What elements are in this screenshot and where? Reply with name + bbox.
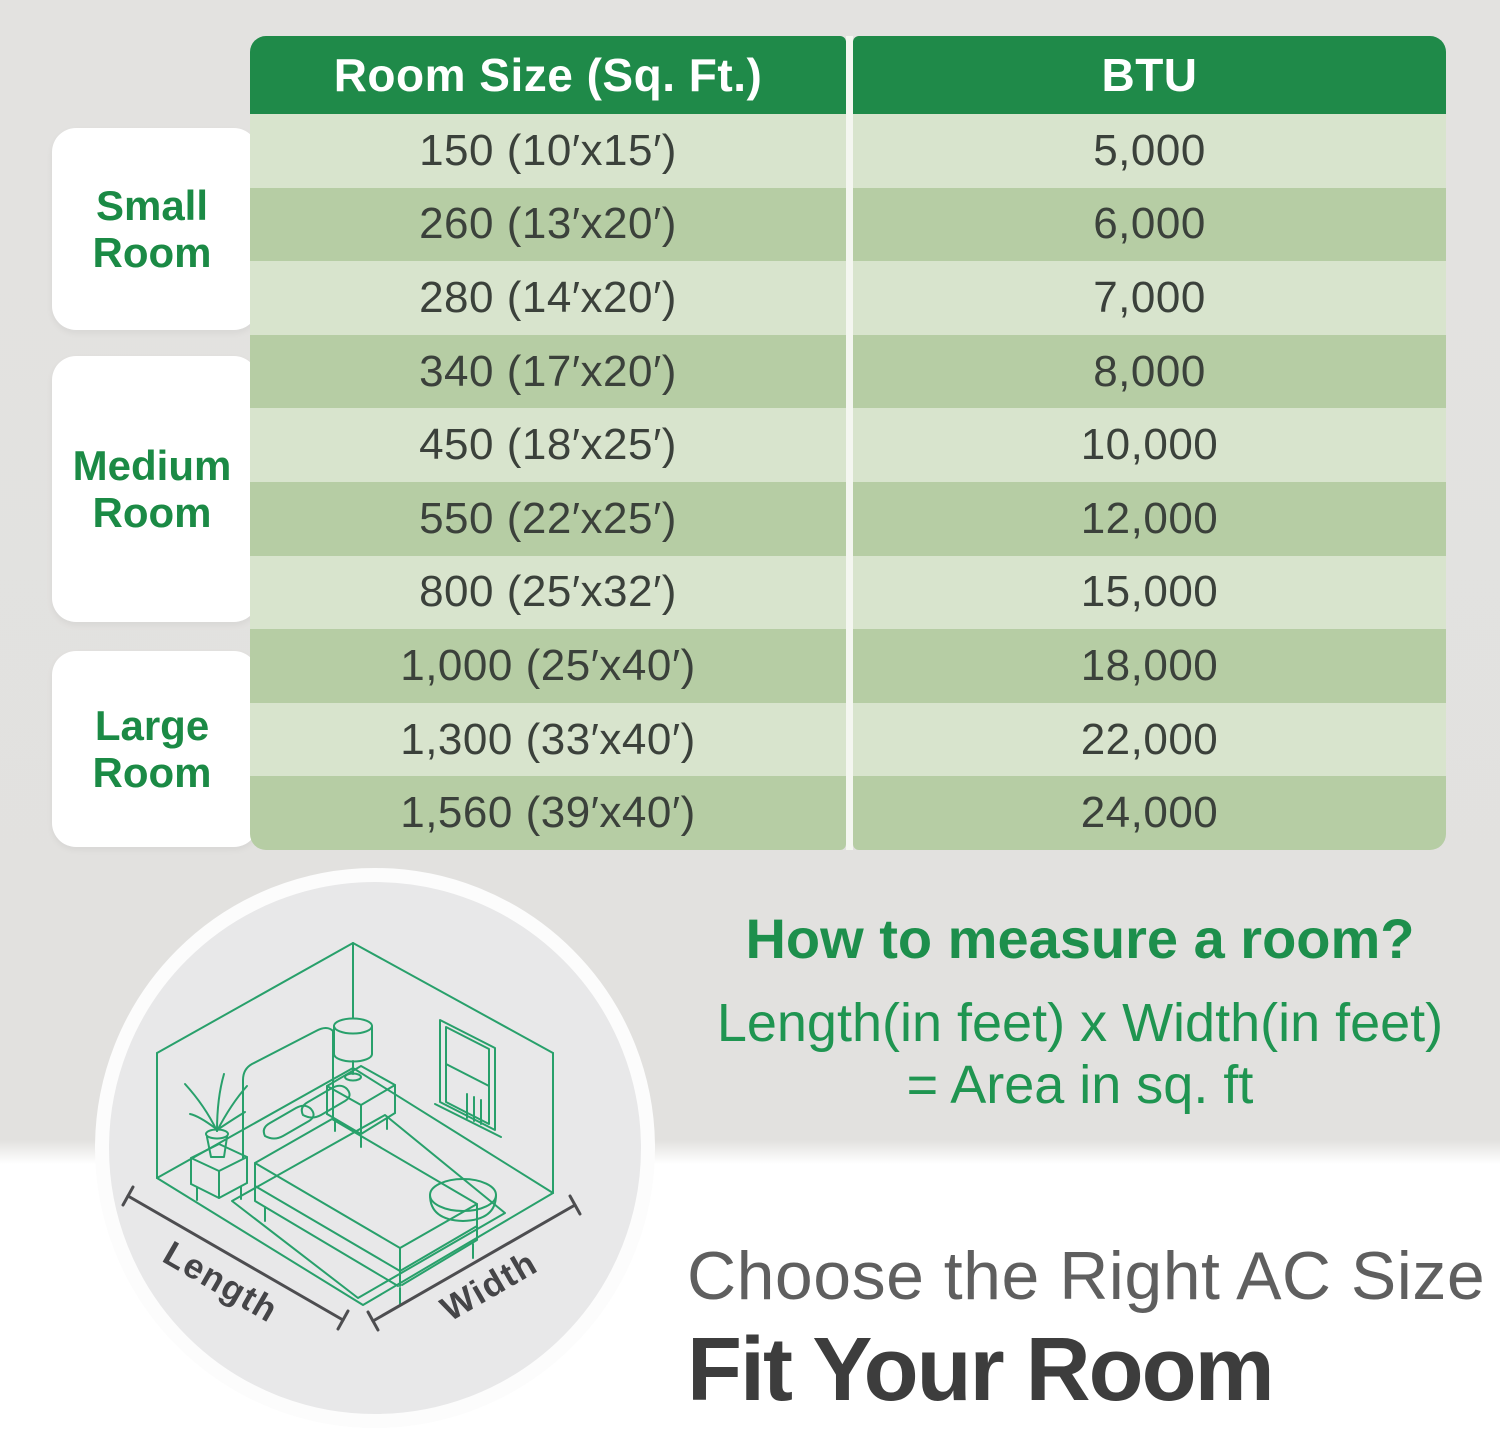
label-line1: Small bbox=[95, 181, 209, 229]
room-size-cell: 260 (13′x20′) bbox=[250, 188, 846, 262]
ceiling-edges bbox=[157, 943, 553, 1053]
pillow bbox=[302, 1086, 350, 1118]
bed bbox=[243, 1028, 477, 1304]
room-illustration bbox=[95, 868, 655, 1428]
mattress-top bbox=[255, 1119, 477, 1248]
room-size-label-text bbox=[93, 182, 218, 276]
btu-cell: 24,000 bbox=[853, 776, 1446, 850]
btu-cell: 15,000 bbox=[853, 556, 1446, 630]
btu-cell: 8,000 bbox=[853, 335, 1446, 409]
room-illustration-circle bbox=[95, 868, 655, 1428]
room-size-label-text bbox=[73, 442, 238, 536]
btu-table bbox=[250, 36, 1446, 850]
window bbox=[435, 1020, 501, 1137]
plant-stand bbox=[191, 1144, 247, 1200]
rug bbox=[232, 1115, 505, 1298]
btu-cell: 6,000 bbox=[853, 188, 1446, 262]
btu-cell: 18,000 bbox=[853, 629, 1446, 703]
room-size-cell: 1,000 (25′x40′) bbox=[250, 629, 846, 703]
btu-header: BTU bbox=[853, 36, 1446, 114]
btu-column bbox=[853, 36, 1446, 850]
mattress-left-side bbox=[255, 1163, 400, 1271]
cta-subtitle: Choose the Right AC Size bbox=[687, 1238, 1486, 1314]
btu-cell: 10,000 bbox=[853, 408, 1446, 482]
room-size-column bbox=[250, 36, 846, 850]
dimension-labels bbox=[157, 1234, 545, 1331]
room-size-cell: 550 (22′x25′) bbox=[250, 482, 846, 556]
room-size-label-text bbox=[93, 702, 218, 796]
room-size-label-large bbox=[52, 651, 258, 847]
room-size-cell: 340 (17′x20′) bbox=[250, 335, 846, 409]
room-size-label-medium bbox=[52, 356, 258, 622]
lamp bbox=[334, 1019, 372, 1081]
measure-formula-line1: Length(in feet) x Width(in feet) bbox=[716, 993, 1444, 1053]
room-size-cell: 800 (25′x32′) bbox=[250, 556, 846, 630]
length-label: Length bbox=[156, 1233, 285, 1331]
room-size-label-small bbox=[52, 128, 258, 330]
measure-instructions bbox=[690, 908, 1470, 1116]
measure-title: How to measure a room? bbox=[745, 907, 1415, 970]
room-size-cell: 1,560 (39′x40′) bbox=[250, 776, 846, 850]
room-size-header: Room Size (Sq. Ft.) bbox=[250, 36, 846, 114]
label-line2: Room bbox=[92, 489, 212, 536]
label-line2: Room bbox=[92, 749, 212, 796]
cta-block bbox=[687, 1238, 1487, 1418]
cta-title: Fit Your Room bbox=[687, 1320, 1273, 1420]
btu-cell: 22,000 bbox=[853, 703, 1446, 777]
room-size-cell: 150 (10′x15′) bbox=[250, 114, 846, 188]
measure-formula-line2: = Area in sq. ft bbox=[906, 1055, 1254, 1115]
btu-cell: 7,000 bbox=[853, 261, 1446, 335]
bed-base bbox=[255, 1186, 477, 1286]
room-size-cell: 1,300 (33′x40′) bbox=[250, 703, 846, 777]
label-line2: Room bbox=[92, 229, 212, 276]
btu-cell: 5,000 bbox=[853, 114, 1446, 188]
pouf bbox=[430, 1179, 496, 1221]
label-line1: Large bbox=[94, 701, 210, 749]
label-line1: Medium bbox=[72, 441, 232, 489]
room-size-cell: 280 (14′x20′) bbox=[250, 261, 846, 335]
width-label: Width bbox=[434, 1243, 545, 1330]
room-size-cell: 450 (18′x25′) bbox=[250, 408, 846, 482]
btu-cell: 12,000 bbox=[853, 482, 1446, 556]
headboard bbox=[243, 1028, 333, 1158]
column-divider bbox=[846, 36, 853, 850]
bed-legs bbox=[265, 1207, 473, 1304]
